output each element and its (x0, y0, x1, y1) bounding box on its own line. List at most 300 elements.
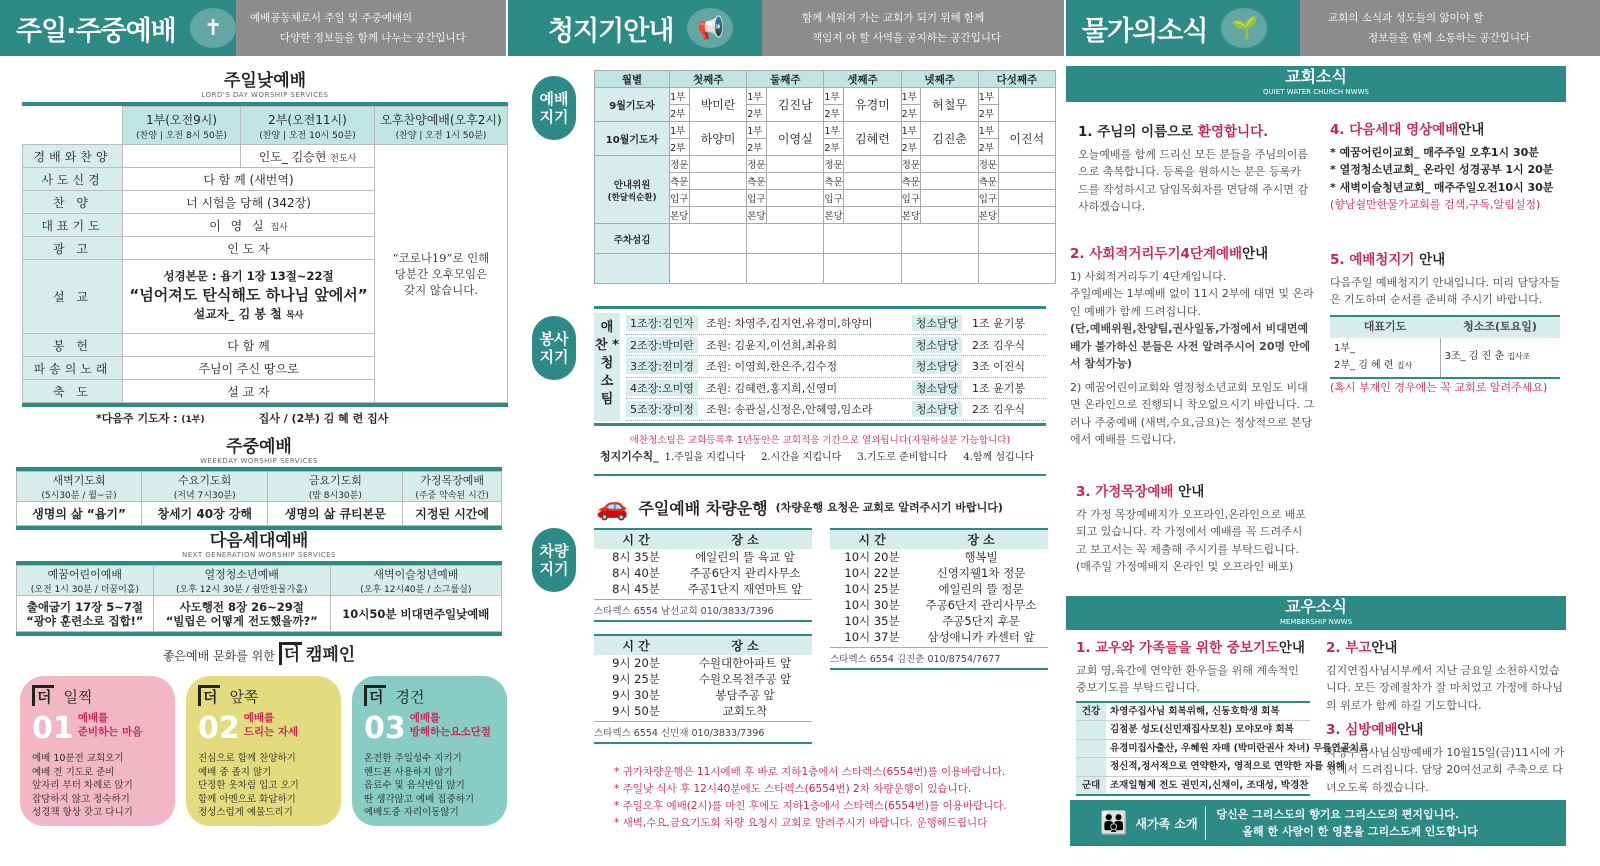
text: “광야 훈련소로 집합!” (26, 613, 144, 628)
text: 1부 (901, 88, 921, 105)
text: 수요기도회 (178, 474, 232, 487)
team-row (626, 378, 1046, 400)
text: (오전 1시 30분 / 더꿈어홀) (30, 585, 139, 595)
text: 스타렉스 6554 남선교회 010/3833/7396 (594, 599, 812, 622)
text: 준비하는 마음 (77, 726, 143, 738)
text: 02 (198, 711, 240, 746)
text: * 예꿈어린이교회_ 매주주일 오후1시 30분 (1330, 145, 1539, 159)
text: (찬양 | 오전 1시 50분) (395, 130, 487, 141)
text: 1부 (978, 122, 998, 139)
text: 1부 (747, 122, 767, 139)
text: 올해 한 사람이 한 영혼을 그리스도께 인도합니다 (1242, 825, 1478, 838)
text: 안내 (1414, 252, 1446, 268)
campaign-card (352, 676, 507, 826)
text: QUIET WATER CHURCH NWWS (1263, 88, 1369, 96)
text: 집사 (1396, 361, 1413, 370)
text: 1부 (670, 122, 690, 139)
text: 중보기도 (1226, 640, 1279, 656)
text: 2부 (978, 139, 998, 156)
text: 봉담주공 앞 (715, 688, 775, 702)
text: 정문 (670, 156, 690, 173)
weekday-head (17, 472, 142, 502)
weekday-value: 창세기 40장 강해 (142, 502, 268, 526)
next-steward-table (1330, 315, 1560, 379)
campaign-item: 잡담하지 않고 정숙하기 (32, 793, 130, 805)
car-notes (614, 764, 1054, 832)
text: “넘어져도 탄식해도 하나님 앞에서” (129, 286, 368, 304)
text: 일찍 (63, 688, 93, 706)
text: 설교자_ 김 봉 철 (193, 307, 282, 321)
news-5 (1330, 252, 1566, 396)
text: 안내 (1278, 640, 1305, 656)
text: 청소담당 (912, 401, 962, 417)
text: 대표기도 (1363, 320, 1407, 334)
header-desc-3 (1300, 0, 1600, 56)
text: 집사조 (1507, 352, 1531, 362)
bible-icon: ✝ (190, 8, 236, 48)
text: 예배를 (77, 712, 109, 724)
text: 시 간 (622, 533, 650, 547)
header-title-3 (1066, 0, 1300, 56)
nextgen-table (16, 565, 502, 632)
weekday-worship (16, 432, 502, 530)
text: 1조 윤기봉 (972, 317, 1025, 331)
text: 교회소식 (1285, 67, 1347, 86)
text: (5시30분 / 월~금) (41, 491, 117, 501)
text: 주님이 주신 땅으로 (123, 357, 375, 380)
text: 조원: 이영희,한은주,김수정 (706, 360, 838, 374)
text: 본당 (824, 207, 844, 224)
text: 03 (364, 711, 406, 746)
text (1076, 758, 1106, 777)
text: 좋은예배 문화를 위한 (162, 649, 275, 663)
text: 행복빌 (964, 550, 998, 564)
text: 예배 지기 (539, 90, 569, 126)
text: 유경미 (844, 88, 901, 122)
text: 인 도 자 (123, 237, 375, 260)
text: 청지기안내 (548, 15, 674, 47)
text: 8시 40분 (612, 566, 660, 580)
text: NEXT GENERATION WORSHIP SERVICES (182, 551, 336, 559)
text: 성경본문 : 욥기 1장 13절~22절 (163, 269, 334, 283)
text: 조재일형제 전도 권민지,신채이, 조대성, 박경찬 (1110, 779, 1309, 791)
text: 주일·주중예배 (16, 15, 176, 47)
text: 9월기도자 (595, 88, 670, 122)
text: (찬양 | 오전 10시 50분) (259, 130, 356, 141)
text: 예배를 (409, 712, 441, 724)
text: 2부 (978, 105, 998, 122)
team-row (626, 399, 1046, 421)
text: 주일예배는 1부예배 없이 11시 2부에 대면 및 온라인 예배가 함께 드려집니다. (1070, 287, 1314, 318)
text: 차영주집사님 회복위해, 신동호학생 회복 (1110, 705, 1280, 717)
text: 김지연집사님시부께서 지난 금요일 소천하시었습니다. 모든 장례절차가 잘 마치었고 가정에 하나님의 위로가 함께 하길 기도합니다. (1326, 663, 1563, 712)
text: 1부(오전9시) (145, 112, 217, 127)
text: 삼성애니카 카센터 앞 (927, 630, 1035, 644)
text: 2부 (747, 105, 767, 122)
sunday-table (22, 106, 508, 403)
nextgen-head (17, 566, 154, 596)
text: 2부 (901, 105, 921, 122)
text: 입구 (901, 190, 921, 207)
text: 입구 (747, 190, 767, 207)
text: * 주일오후 예배(2시)를 마친 후에도 지하1층에서 스타렉스(6554번)를 이용바랍니다. (614, 800, 1007, 812)
text: 경배와찬양 (23, 145, 123, 168)
text: 건강 (1076, 702, 1106, 721)
text: 파송의노래 (23, 357, 123, 380)
text: 조원: 김혜련,홍지희,신영미 (706, 381, 838, 395)
text: 청지기수칙_ (600, 450, 659, 463)
text: (1부) (181, 415, 205, 425)
weekday-head (268, 472, 403, 502)
text: 10시 37분 (844, 630, 900, 644)
text: 10시 30분 (844, 598, 900, 612)
text: 새벽이슬청년예배 (373, 568, 459, 581)
text: 2부 (901, 139, 921, 156)
nextgen-head (330, 566, 501, 596)
car-icon: 🚗 (596, 492, 629, 522)
text: 3조_ 김 진 춘 (1444, 351, 1505, 363)
text: 조원: 김윤지,이선희,최유희 (706, 338, 838, 352)
campaign-item: 핸드폰 사용하지 않기 (364, 766, 453, 778)
campaign-item: 예배도중 자리이동않기 (364, 807, 459, 818)
text: 본당 (747, 207, 767, 224)
text: 안내 (1397, 722, 1424, 738)
campaign-item: 정성스럽게 예물드리기 (198, 807, 293, 818)
campaign-card (186, 676, 341, 826)
nextgen-value (153, 596, 330, 632)
text: 에일린의 뜰 정문 (938, 582, 1024, 596)
text: 10시 22분 (844, 566, 900, 580)
news-banner (1066, 66, 1566, 102)
team-note: 애찬청소팀은 교회등록후 1년동안은 교회적응 기간으로 열외됩니다(자원하실분 가능합니다) (629, 435, 1011, 446)
text: 본당 (901, 207, 921, 224)
megaphone-icon: 📢 (687, 8, 733, 48)
text (1076, 739, 1106, 758)
text: 2.시간을 지킵니다 (760, 452, 842, 463)
text: 이 영 실 (209, 218, 267, 233)
text: 월별 (595, 71, 670, 88)
sunday-subtitle: LORD'S DAY WORSHIP SERVICES (201, 91, 329, 99)
text: 9시 50분 (612, 704, 660, 718)
prayer-schedule-table (594, 70, 1056, 284)
text: (한달씩순환) (607, 192, 657, 203)
text: 더 (279, 642, 302, 665)
campaign-item: 예배 전 기도로 준비 (32, 766, 115, 778)
campaign-item: 함께 아멘으로 화답하기 (198, 793, 296, 805)
text: 장 소 (967, 533, 995, 547)
text: *다음주 기도자 : (96, 412, 178, 425)
text: 교회의 소식과 성도들의 앎이야 할 (1328, 12, 1484, 24)
text: 축 도 (23, 380, 123, 403)
text: 캠페인 (305, 645, 356, 665)
text: 스타렉스 6554 김진춘 010/8754/7677 (830, 647, 1048, 670)
text: 봉사 지기 (539, 330, 569, 366)
text: 안내 (1371, 640, 1398, 656)
text: 박미란 (689, 88, 746, 122)
text: 함께 세워져 가는 교회가 되기 위해 함께 (802, 12, 985, 24)
text: 군대 (1076, 776, 1106, 795)
text: 금요기도회 (308, 474, 362, 487)
text: 예배를 (243, 712, 275, 724)
text: 2. 부고 (1326, 640, 1372, 656)
text: 김진춘 (921, 122, 978, 156)
news-1 (1078, 124, 1310, 216)
weekday-table (16, 471, 502, 526)
text: 차량 지기 (539, 542, 569, 578)
text: 5. 예배청지기 (1330, 252, 1415, 268)
text: 봉 헌 (23, 334, 123, 357)
text: 다 함 께 (123, 334, 375, 357)
text: 시 간 (858, 533, 886, 547)
text: 책임져 야 할 사역을 공지하는 공간입니다 (812, 32, 1002, 44)
text: 유경미집사출산, 우혜원 자매 (박미란권사 차녀) 무릎연골치료 (1110, 742, 1369, 754)
text: 2부 (670, 105, 690, 122)
text: 시 간 (622, 639, 650, 653)
text: 청소조(토요일) (1463, 320, 1537, 334)
text: 정문 (824, 156, 844, 173)
text: 김진남 (767, 88, 824, 122)
car-schedule (594, 634, 812, 719)
text: WEEKDAY WORSHIP SERVICES (200, 457, 318, 465)
text: 2조장:박미란 (626, 337, 698, 353)
plant-icon: 🌱 (1221, 8, 1267, 48)
campaign-item: 온전한 주일성수 지키기 (364, 753, 462, 764)
text: 1.주일을 지킵니다 (664, 452, 745, 463)
text: 청소담당 (912, 337, 962, 353)
text: (향남쉴만한물가교회를 검색,구독,알림설정) (1330, 198, 1541, 211)
text: (밤 8시30분) (308, 491, 362, 501)
car-schedule (594, 528, 812, 597)
text: 입구 (978, 190, 998, 207)
text: 주공6단지 관리사무소 (689, 566, 801, 580)
text: 안내 (1458, 122, 1485, 138)
car-header (596, 492, 1003, 522)
text: 주공1단지 재연마트 앞 (687, 582, 803, 596)
text: 사도행전 8장 26~29절 (179, 599, 304, 614)
text: MEMBERSHIP NWWS (1279, 618, 1353, 626)
text: 오후찬양예배(오후2시) (380, 112, 502, 127)
header-section-1 (0, 0, 506, 56)
header-desc-2 (762, 0, 1064, 56)
text: 셋째주 (824, 71, 901, 88)
text: (오후 12시 30분 / 쉼만한물가홀) (176, 585, 308, 595)
text: 8시 45분 (612, 582, 660, 596)
text: 2부(오전11시) (268, 112, 347, 127)
text: 주공5단지 후문 (942, 614, 1020, 628)
text: 찬 양 (23, 191, 123, 214)
text: 청소담당 (912, 315, 962, 331)
text: 1조 윤기봉 (972, 381, 1025, 395)
text: 이영실 (767, 122, 824, 156)
text: 측문 (978, 173, 998, 190)
campaign-item: 음료수 및 음식반입 않기 (364, 780, 465, 791)
text: 애 찬 * 청 소 팀 (594, 313, 620, 421)
nextgen-value (330, 596, 501, 632)
text: 1부 (824, 88, 844, 105)
text: 정문 (978, 156, 998, 173)
news-2 (1070, 246, 1316, 449)
header-title-1 (0, 0, 236, 56)
text: 10시 35분 (844, 614, 900, 628)
text: 다 함 께 (새번역) (123, 168, 375, 191)
text: 신영지웰1차 정문 (936, 566, 1026, 580)
text: 10시50분 비대면주일낮예배 (342, 606, 490, 621)
text: 1부 (670, 88, 690, 105)
text: 3. 가정목장예배 (1076, 484, 1174, 500)
text: 청소담당 (912, 358, 962, 374)
text: 사도신경 (23, 168, 123, 191)
text: 입구 (670, 190, 690, 207)
text: 측문 (901, 173, 921, 190)
text: 각 가정 목장예배지가 오프라인,온라인으로 배포되고 있습니다. 각 가정에서 예배를 꼭 드려주시고 보고서는 꼭 제출해 주시기를 부탁드립니다. (1076, 507, 1307, 556)
text: 더 (198, 685, 220, 706)
text: 정신적,정서적으로 연약한자, 영적으로 연약한 자를 위해 (1110, 761, 1345, 772)
text: 4. 다음세대 영상예배 (1330, 122, 1459, 138)
cleaning-teams (594, 306, 1046, 426)
text: * 새벽이슬청년교회_ 매주주일오전10시 30분 (1330, 180, 1554, 194)
header-section-3 (1066, 0, 1600, 56)
members-3 (1326, 722, 1566, 796)
text: 청소담당 (912, 380, 962, 396)
text: 1부 (824, 122, 844, 139)
text: 방해하는요소단절 (409, 726, 491, 738)
sunday-worship (22, 66, 508, 426)
text: 조원: 차영주,김지연,유경미,하양미 (706, 317, 873, 331)
text: 가정목장예배 (420, 474, 484, 487)
text: 첫째주 (670, 71, 747, 88)
text: (찬양 | 오전 8시 50분) (136, 130, 227, 141)
text: 장 소 (731, 533, 759, 547)
weekday-value: 생명의 삶 큐티본문 (268, 502, 403, 526)
text: 경건 (395, 688, 425, 706)
text: 새벽기도회 (52, 474, 106, 487)
text: 1. 주님의 이름으로 (1078, 124, 1198, 140)
text: 새가족 소개 (1135, 816, 1198, 831)
campaign-item: 단정한 옷차림 입고 오기 (198, 780, 299, 791)
text: 전도사 (330, 153, 357, 164)
text: 환영합니다. (1197, 124, 1269, 140)
text: 정문 (747, 156, 767, 173)
campaign-title (16, 640, 502, 665)
text: 측문 (824, 173, 844, 190)
text: 당신은 그리스도의 향기요 그리스도의 편지입니다. (1216, 808, 1460, 821)
text: 본당 (670, 207, 690, 224)
text: 안내위원 (613, 179, 651, 191)
text: 설 교 (23, 260, 123, 334)
text: 2부 (824, 105, 844, 122)
pill-car (532, 528, 576, 592)
text: 둘째주 (747, 71, 824, 88)
text: * 귀가차량운행은 11시예배 후 바로 지하1층에서 스타렉스(6554번)를 이용바랍니다. (614, 766, 1006, 778)
sunday-title: 주일낮예배 (223, 71, 307, 91)
text: 목사 (285, 311, 304, 321)
text: (저녁 7시30분) (173, 491, 236, 501)
news-3 (1076, 484, 1310, 576)
text: 4.함께 섬깁니다 (963, 452, 1035, 463)
text: 2부_ 김 혜 련 (1334, 360, 1394, 371)
text: 다섯째주 (978, 71, 1055, 88)
text: 3. 심방예배 (1326, 722, 1398, 738)
text: 예꿈어린이예배 (47, 568, 123, 581)
text: 2. 사회적거리두기4단계예배 (1070, 246, 1243, 262)
text: 수원오목천주공 앞 (698, 672, 792, 686)
text: 김혜련 (844, 122, 901, 156)
text: 1부 (978, 88, 998, 105)
footer-banner (1070, 800, 1566, 846)
text: 더 (32, 685, 54, 706)
text: 5조장:장미정 (626, 401, 698, 417)
text: “빌립은 어떻게 전도했을까?” (165, 613, 318, 628)
text: 더 (364, 685, 386, 706)
text: 교회도착 (722, 704, 768, 718)
text: 본당 (978, 207, 998, 224)
text: (단,예배위원,찬양팀,권사일동,가정에서 비대면예배가 불가하신 분들은 사전 알려주시어 20명 안에서 참석가능) (1070, 322, 1311, 370)
weekday-value: 생명의 삶 “욥기” (17, 502, 142, 526)
text: 교우소식 (1285, 597, 1347, 616)
text: 출애굽기 17장 5~7절 (26, 599, 144, 614)
campaign-item: 성경책 항상 갖고 다니기 (32, 807, 133, 818)
text: 9시 25분 (612, 672, 660, 686)
text: 주차섬김 (595, 224, 670, 254)
text: (주중 약속된 시간) (415, 491, 489, 501)
pill-service (532, 316, 576, 380)
text: 물가의소식 (1082, 15, 1208, 47)
text: 조원: 송관실,신정은,안혜영,임소라 (706, 403, 873, 417)
text: 1부 (747, 88, 767, 105)
text: 3조 이진식 (972, 360, 1025, 374)
text: 예배공동체로서 주일 및 주중예배의 (250, 12, 413, 24)
text: 오늘예배를 함께 드리신 모든 분들을 주님의이름으로 축복합니다. 등록을 원하시는 분은 등록카드를 작성하시고 담임목회자를 면담해 주시면 감사하겠습니다. (1078, 147, 1309, 213)
members-banner (1066, 596, 1566, 630)
nextgen-value (17, 596, 154, 632)
members-2 (1326, 640, 1566, 714)
text: 9시 20분 (612, 656, 660, 670)
text: 드리는 자세 (243, 726, 299, 738)
nextgen-head (153, 566, 330, 596)
header-section-2 (508, 0, 1064, 56)
nextgen-worship (16, 526, 502, 636)
text: (혹시 부재인 경우에는 꼭 교회로 알려주세요) (1330, 380, 1548, 394)
weekday-head (403, 472, 502, 502)
text: 9시 30분 (612, 688, 660, 702)
text: 스타렉스 6554 신민재 010/3833/7396 (594, 721, 812, 744)
next-prayer (22, 407, 508, 426)
text: 2부 (670, 139, 690, 156)
steward-rules (600, 448, 1044, 464)
text: 주중예배 (226, 437, 292, 457)
text: 3.기도로 준비합니다 (857, 452, 948, 463)
text: 주공6단지 관리사무소 (925, 598, 1037, 612)
text: 다양한 정보들을 함께 나누는 공간입니다 (280, 32, 466, 44)
weekday-head (142, 472, 268, 502)
campaign-item: 딴 생각않고 예배 집중하기 (364, 793, 475, 805)
text: 10시 20분 (844, 550, 900, 564)
text: 1. 교우와 가족들을 위한 (1076, 640, 1227, 656)
text: (매주일 가정예배지 온라인 및 오프라인 배포) (1076, 560, 1294, 573)
text: 앞쪽 (229, 688, 259, 706)
text: 수원대한아파트 앞 (698, 656, 792, 670)
text: 이진석 (998, 122, 1055, 156)
text (1076, 721, 1106, 740)
text: 김점분 성도(신민재집사모친) 모야모야 회복 (1110, 724, 1294, 735)
text: 2) 예꿈어린이교회와 열정청소년교회 모임도 비대면 온라인으로 진행되니 착오없으시기 바랍니다. 그러나 주중예배 (새벽,수요,금요)는 정상적으로 본당에서 예배를 드립니다. (1070, 380, 1315, 446)
text: 집사 / (2부) 김 혜 련 집사 (258, 412, 389, 425)
text: 1조장:김인자 (626, 315, 698, 331)
text: 장 소 (731, 639, 759, 653)
text: 1부_ (1334, 342, 1356, 354)
campaign-card (20, 676, 175, 826)
text: 에일린의 뜰 육교 앞 (695, 550, 795, 564)
